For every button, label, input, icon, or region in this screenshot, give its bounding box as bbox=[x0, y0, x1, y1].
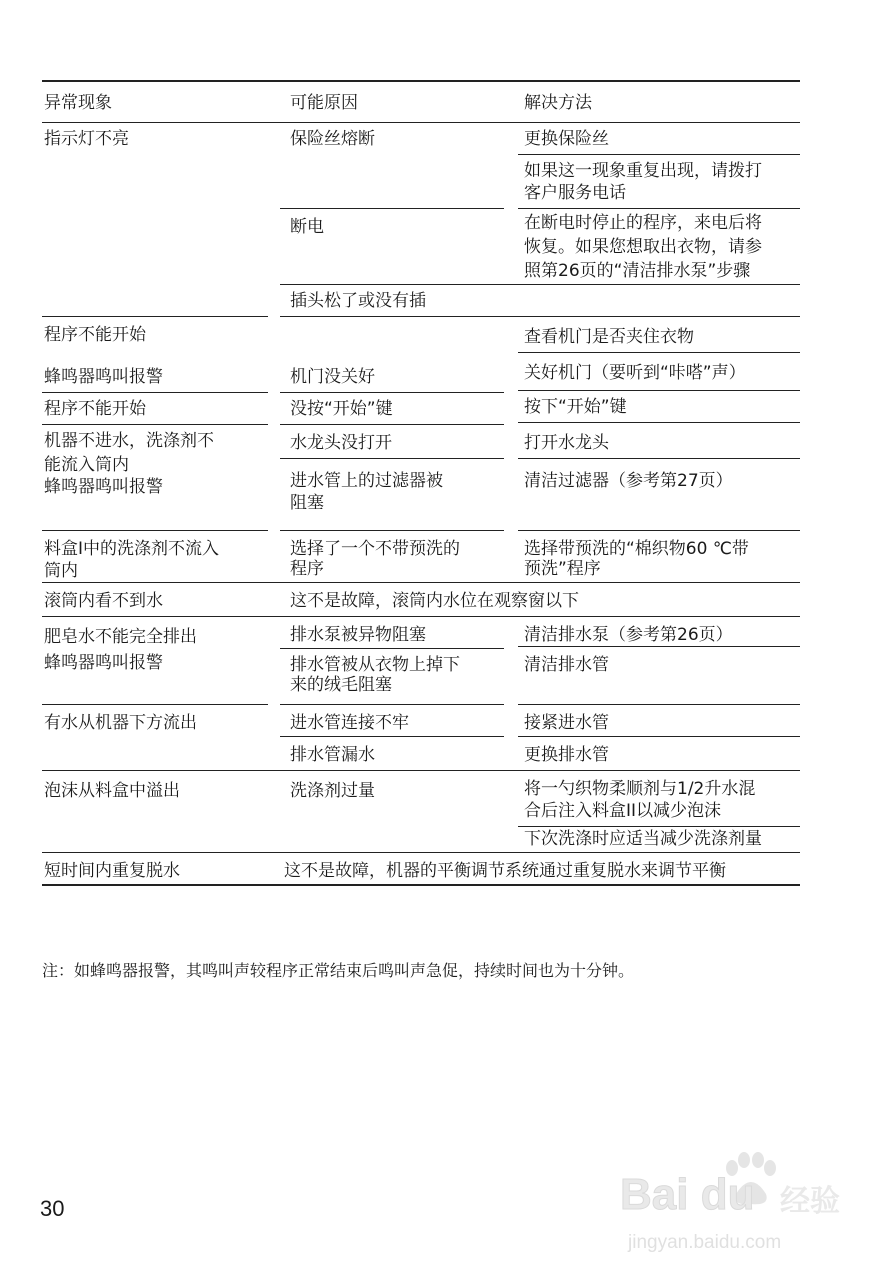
solution-cell: 在断电时停止的程序，来电后将 bbox=[524, 213, 762, 233]
cause-cell: 排水管漏水 bbox=[290, 745, 375, 765]
solution-cell: 将一勺织物柔顺剂与1/2升水混 bbox=[524, 779, 756, 799]
cause-cell: 洗涤剂过量 bbox=[290, 781, 375, 801]
row-rule bbox=[518, 390, 800, 391]
cause-cell: 断电 bbox=[290, 217, 324, 237]
cause-cell: 来的绒毛阻塞 bbox=[290, 675, 392, 695]
row-rule bbox=[42, 392, 268, 393]
solution-cell: 更换保险丝 bbox=[524, 129, 609, 149]
solution-cell: 照第26页的“清洁排水泵”步骤 bbox=[524, 261, 751, 281]
cause-cell: 插头松了或没有插 bbox=[290, 291, 426, 311]
row-rule bbox=[280, 316, 800, 317]
row-rule bbox=[518, 646, 800, 647]
row-rule bbox=[42, 424, 268, 425]
cause-cell: 水龙头没打开 bbox=[290, 433, 392, 453]
row-rule bbox=[280, 424, 504, 425]
solution-cell: 清洁过滤器（参考第27页） bbox=[524, 471, 733, 491]
symptom-cell: 程序不能开始 bbox=[44, 325, 146, 345]
symptom-cell: 指示灯不亮 bbox=[44, 129, 129, 149]
watermark-url: jingyan.baidu.com bbox=[628, 1232, 782, 1253]
row-rule bbox=[280, 208, 504, 209]
row-rule bbox=[518, 154, 800, 155]
row-rule bbox=[518, 352, 800, 353]
solution-cell: 选择带预洗的“棉织物60 ℃带 bbox=[524, 539, 749, 559]
solution-cell: 打开水龙头 bbox=[524, 433, 609, 453]
row-rule bbox=[280, 704, 504, 705]
table-bottom-rule bbox=[42, 884, 800, 886]
row-rule bbox=[280, 284, 800, 285]
cause-cell: 进水管连接不牢 bbox=[290, 713, 409, 733]
cause-cell: 排水泵被异物阻塞 bbox=[290, 625, 426, 645]
cause-cell: 进水管上的过滤器被 bbox=[290, 471, 443, 491]
symptom-cell: 泡沫从料盒中溢出 bbox=[44, 781, 180, 801]
solution-cell: 接紧进水管 bbox=[524, 713, 609, 733]
symptom-cell: 能流入筒内 bbox=[44, 455, 129, 475]
baidu-watermark bbox=[620, 1150, 860, 1268]
row-rule bbox=[280, 736, 504, 737]
watermark-brand: Bai du bbox=[620, 1170, 755, 1219]
header-cause: 可能原因 bbox=[290, 93, 358, 113]
row-rule bbox=[42, 852, 800, 853]
row-rule bbox=[518, 704, 800, 705]
row-rule bbox=[42, 704, 268, 705]
symptom-cell: 机器不进水，洗涤剂不 bbox=[44, 431, 214, 451]
page-number: 30 bbox=[40, 1196, 65, 1221]
symptom-cell: 料盒I中的洗涤剂不流入 bbox=[44, 539, 220, 559]
symptom-cell: 滚筒内看不到水 bbox=[44, 591, 163, 611]
cause-cell: 阻塞 bbox=[290, 493, 324, 513]
cause-cell: 排水管被从衣物上掉下 bbox=[290, 655, 460, 675]
symptom-cell: 蜂鸣器鸣叫报警 bbox=[44, 477, 163, 497]
symptom-cell: 蜂鸣器鸣叫报警 bbox=[44, 653, 163, 673]
row-rule bbox=[518, 530, 800, 531]
row-rule bbox=[280, 530, 504, 531]
row-rule bbox=[42, 530, 268, 531]
cause-cell: 机门没关好 bbox=[290, 367, 375, 387]
cause-cell: 没按“开始”键 bbox=[290, 399, 393, 419]
header-symptom: 异常现象 bbox=[44, 93, 112, 113]
solution-cell: 预洗”程序 bbox=[524, 559, 601, 579]
footnote: 注：如蜂鸣器报警，其鸣叫声较程序正常结束后鸣叫声急促，持续时间也为十分钟。 bbox=[42, 961, 635, 980]
row-rule bbox=[42, 616, 800, 617]
solution-cell: 按下“开始”键 bbox=[524, 397, 627, 417]
symptom-cell: 短时间内重复脱水 bbox=[44, 861, 180, 881]
row-rule bbox=[280, 648, 504, 649]
row-rule bbox=[280, 392, 504, 393]
row-rule bbox=[518, 736, 800, 737]
solution-cell: 合后注入料盒II以减少泡沫 bbox=[524, 801, 722, 821]
symptom-cell: 有水从机器下方流出 bbox=[44, 713, 197, 733]
row-rule bbox=[280, 458, 504, 459]
table-top-rule bbox=[42, 80, 800, 82]
row-rule bbox=[42, 770, 800, 771]
solution-cell: 更换排水管 bbox=[524, 745, 609, 765]
solution-cell: 清洁排水泵（参考第26页） bbox=[524, 625, 733, 645]
cause-cell: 这不是故障，机器的平衡调节系统通过重复脱水来调节平衡 bbox=[284, 861, 726, 881]
solution-cell: 下次洗涤时应适当减少洗涤剂量 bbox=[524, 829, 762, 849]
cause-cell: 程序 bbox=[290, 559, 324, 579]
solution-cell: 恢复。如果您想取出衣物，请参 bbox=[524, 237, 762, 257]
header-rule bbox=[42, 122, 800, 123]
row-rule bbox=[42, 316, 268, 317]
solution-cell: 关好机门（要听到“咔嗒”声） bbox=[524, 363, 746, 383]
cause-cell: 选择了一个不带预洗的 bbox=[290, 539, 460, 559]
watermark-brand-cn: 经验 bbox=[780, 1184, 840, 1219]
row-rule bbox=[518, 422, 800, 423]
symptom-cell: 蜂鸣器鸣叫报警 bbox=[44, 367, 163, 387]
cause-cell: 这不是故障，滚筒内水位在观察窗以下 bbox=[290, 591, 579, 611]
solution-cell: 清洁排水管 bbox=[524, 655, 609, 675]
row-rule bbox=[518, 208, 800, 209]
symptom-cell: 筒内 bbox=[44, 561, 78, 581]
symptom-cell: 肥皂水不能完全排出 bbox=[44, 627, 197, 647]
cause-cell: 保险丝熔断 bbox=[290, 129, 375, 149]
solution-cell: 如果这一现象重复出现，请拨打 bbox=[524, 161, 762, 181]
row-rule bbox=[42, 582, 800, 583]
solution-cell: 客户服务电话 bbox=[524, 183, 626, 203]
row-rule bbox=[518, 826, 800, 827]
symptom-cell: 程序不能开始 bbox=[44, 399, 146, 419]
header-solution: 解决方法 bbox=[524, 93, 592, 113]
row-rule bbox=[518, 458, 800, 459]
solution-cell: 查看机门是否夹住衣物 bbox=[524, 327, 694, 347]
